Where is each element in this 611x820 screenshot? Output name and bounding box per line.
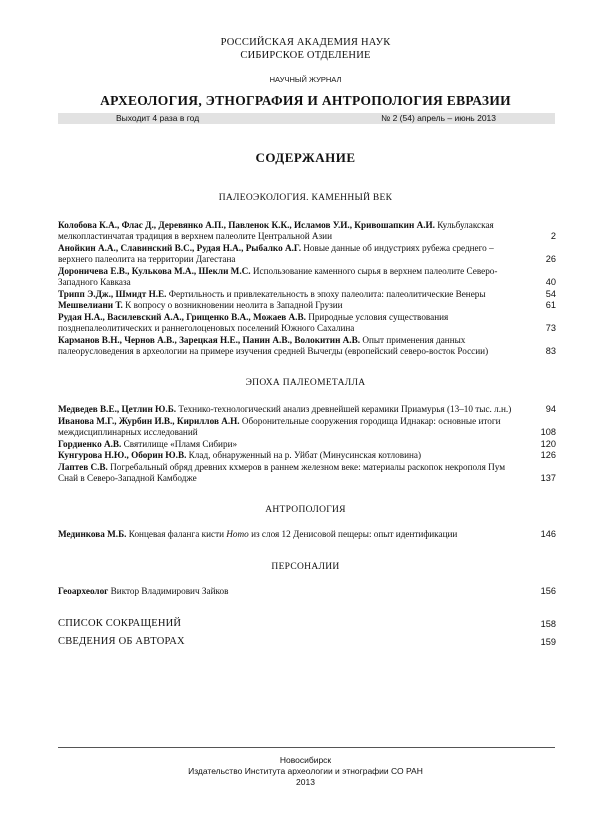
- footer-city: Новосибирск: [279, 755, 332, 765]
- toc-entry[interactable]: Гордиенко А.В. Святилище «Пламя Сибири»: [58, 439, 238, 449]
- contents-title: СОДЕРЖАНИЕ: [255, 150, 356, 165]
- page-number: 2: [550, 231, 556, 241]
- section-heading: ЭПОХА ПАЛЕОМЕТАЛЛА: [245, 378, 366, 388]
- page-number: 108: [540, 427, 556, 437]
- footer-year: 2013: [296, 777, 315, 787]
- issue-number: № 2 (54) апрель – июнь 2013: [381, 113, 496, 123]
- section-heading: ПАЛЕОЭКОЛОГИЯ. КАМЕННЫЙ ВЕК: [218, 193, 393, 203]
- page-number: 94: [545, 404, 556, 414]
- org-name: РОССИЙСКАЯ АКАДЕМИЯ НАУК: [220, 37, 391, 48]
- authors-info-link[interactable]: СВЕДЕНИЯ ОБ АВТОРАХ: [58, 636, 185, 647]
- page-number: 158: [540, 619, 556, 629]
- frequency: Выходит 4 раза в год: [116, 113, 200, 123]
- toc-entry[interactable]: Иванова М.Г., Журбин И.В., Кириллов А.Н. Оборонительные сооружения городища Иднакар: основные итоги междисциплинарных исследований: [58, 416, 501, 438]
- page-number: 26: [545, 254, 556, 264]
- abbreviations-link[interactable]: СПИСОК СОКРАЩЕНИЙ: [58, 618, 182, 629]
- page-number: 73: [545, 323, 556, 333]
- section-heading: АНТРОПОЛОГИЯ: [265, 505, 346, 515]
- page-number: 137: [540, 473, 556, 483]
- toc-entry[interactable]: Дороничева Е.В., Кулькова М.А., Шекли М.С. Использование каменного сырья в верхнем палеолите Северо-Западного Кавказа: [58, 266, 498, 288]
- toc-entry[interactable]: Лаптев С.В. Погребальный обряд древних кхмеров в раннем железном веке: материалы раскопок некрополя Пум Снай в Северо-Западной Камбодже: [58, 462, 506, 484]
- page-number: 40: [545, 277, 556, 287]
- page-number: 156: [540, 586, 556, 596]
- toc-entry[interactable]: Рудая Н.А., Василевский А.А., Грищенко В.А., Можаев А.В. Природные условия существования позднепалеолитических и раннеголоценовых поселений Южного Сахалина: [58, 312, 449, 334]
- page-number: 120: [540, 439, 556, 449]
- toc-entry[interactable]: Медведев В.Е., Цетлин Ю.Б. Технико-технологический анализ древнейшей керамики Приамурья (13–10 тыс. л.н.): [58, 404, 512, 414]
- toc-entry[interactable]: Анойкин А.А., Славинский В.С., Рудая Н.А., Рыбалко А.Г. Новые данные об индустриях рубежа среднего – верхнего палеолита на территории Дагестана: [58, 243, 494, 265]
- footer-publisher: Издательство Института археологии и этнографии СО РАН: [188, 766, 423, 776]
- journal-type: НАУЧНЫЙ ЖУРНАЛ: [269, 75, 342, 84]
- page-number: 159: [540, 637, 556, 647]
- org-branch: СИБИРСКОЕ ОТДЕЛЕНИЕ: [240, 50, 371, 61]
- issue-bar: [58, 113, 555, 124]
- page-number: 54: [545, 289, 556, 299]
- toc-entry[interactable]: Геоархеолог Виктор Владимирович Зайков: [58, 586, 229, 596]
- toc-entry[interactable]: Колобова К.А., Флас Д., Деревянко А.П., Павленок К.К., Исламов У.И., Кривошапкин А.И. Кульбулакская мелкопластинчатая традиция в верхнем палеолите Центральной Азии: [58, 220, 494, 242]
- toc-entry[interactable]: Кунгурова Н.Ю., Оборин Ю.В. Клад, обнаруженный на р. Уйбат (Минусинская котловина): [58, 450, 422, 460]
- page-number: 61: [545, 300, 556, 310]
- page-number: 146: [540, 529, 556, 539]
- section-heading: ПЕРСОНАЛИИ: [271, 562, 340, 572]
- toc-entry[interactable]: Мешвелиани Т. К вопросу о возникновении неолита в Западной Грузии: [58, 300, 343, 310]
- journal-title: АРХЕОЛОГИЯ, ЭТНОГРАФИЯ И АНТРОПОЛОГИЯ ЕВРАЗИИ: [100, 93, 511, 108]
- page-number: 126: [540, 450, 556, 460]
- toc-entry[interactable]: Мединкова М.Б. Концевая фаланга кисти Homo из слоя 12 Денисовой пещеры: опыт идентификации: [58, 529, 458, 539]
- footer-divider: [58, 747, 555, 748]
- toc-entry[interactable]: Трипп Э.Дж., Шмидт Н.Е. Фертильность и привлекательность в эпоху палеолита: палеолитические Венеры: [58, 289, 486, 299]
- page-number: 83: [545, 346, 556, 356]
- toc-entry[interactable]: Карманов В.Н., Чернов А.В., Зарецкая Н.Е., Панин А.В., Волокитин А.В. Опыт применения данных палеорусловедения в археологии на примере изучения средней Вычегды (европейский северо-восток России): [58, 335, 489, 357]
